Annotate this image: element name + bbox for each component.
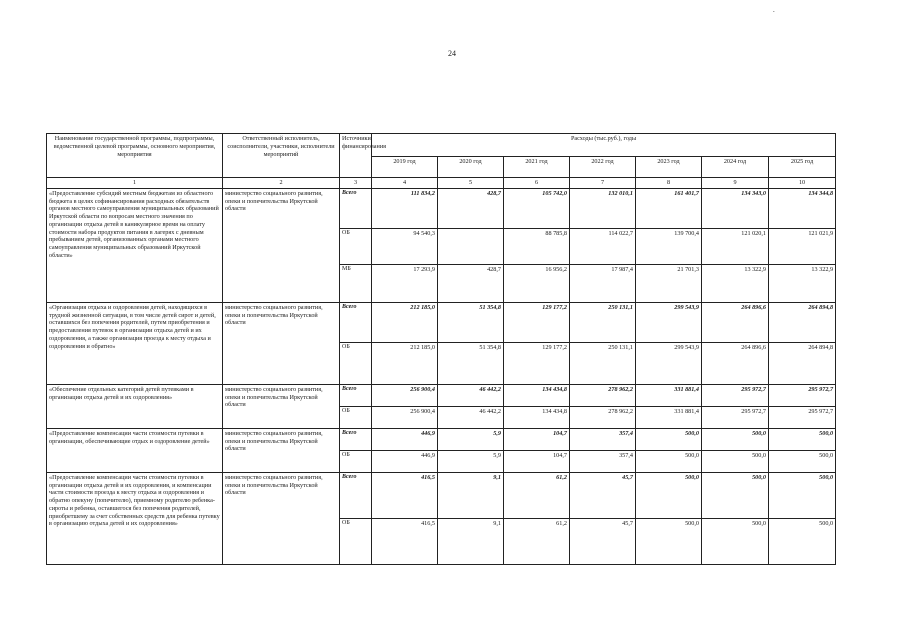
header-expenses: Расходы (тыс.руб.), годы [372, 134, 836, 157]
value-cell: 357,4 [570, 428, 636, 450]
value-cell: 500,0 [636, 428, 702, 450]
value-cell [438, 228, 504, 264]
column-index: 4 [372, 178, 438, 189]
value-cell: 264 894,8 [769, 342, 836, 384]
value-cell: 132 010,1 [570, 188, 636, 228]
value-cell: 264 894,8 [769, 302, 836, 342]
column-index: 2 [223, 178, 340, 189]
value-cell: 299 543,9 [636, 302, 702, 342]
value-cell: 250 131,1 [570, 302, 636, 342]
value-cell: 299 543,9 [636, 342, 702, 384]
value-cell: 134 344,8 [769, 188, 836, 228]
table-row [47, 472, 836, 518]
value-cell: 500,0 [702, 428, 769, 450]
value-cell: 500,0 [769, 472, 836, 518]
value-cell: 295 972,7 [702, 406, 769, 428]
value-cell: 295 972,7 [769, 406, 836, 428]
value-cell: 250 131,1 [570, 342, 636, 384]
value-cell: 500,0 [636, 518, 702, 564]
value-cell: 295 972,7 [769, 384, 836, 406]
column-index: 7 [570, 178, 636, 189]
page-number: 24 [448, 49, 456, 58]
value-cell: 500,0 [636, 450, 702, 472]
measure-executor: министерство социального развития, опеки и попечительства Иркутской области [223, 302, 340, 384]
source-label: Всего [340, 384, 372, 406]
value-cell: 46 442,2 [438, 406, 504, 428]
index-row [47, 178, 836, 189]
value-cell: 416,5 [372, 472, 438, 518]
value-cell: 161 401,7 [636, 188, 702, 228]
value-cell: 278 962,2 [570, 406, 636, 428]
value-cell: 500,0 [702, 450, 769, 472]
measure-executor: министерство социального развития, опеки и попечительства Иркутской области [223, 472, 340, 564]
value-cell: 94 540,3 [372, 228, 438, 264]
header-row [47, 134, 836, 157]
source-label: ОБ [340, 518, 372, 564]
measure-name: «Предоставление субсидий местным бюджетам из областного бюджета в целях софинансирования расходных обязательств органов местного самоуправления муниципальных образований Иркутской области по вопросам местного значения по организации отдыха детей в каникулярное время на оплату стоимости набора продуктов питания в лагерях с дневным пребыванием детей, организованных органами местного самоуправления муниципальных образований Иркутской области» [47, 188, 223, 302]
column-index: 6 [504, 178, 570, 189]
value-cell: 129 177,2 [504, 302, 570, 342]
value-cell: 416,5 [372, 518, 438, 564]
source-label: Всего [340, 188, 372, 228]
budget-table [46, 133, 836, 565]
header-year: 2023 год [636, 157, 702, 178]
corner-mark: . [773, 6, 775, 14]
value-cell: 139 700,4 [636, 228, 702, 264]
measure-name: «Предоставление компенсации части стоимости путевки в организации, обеспечивающие отдых и оздоровление детей» [47, 428, 223, 472]
header-executor: Ответственный исполнитель, соисполнители, участники, исполнители мероприятий [223, 134, 340, 178]
measure-name: «Предоставление компенсации части стоимости путевки в организации отдыха детей и их оздоровления, и компенсации части стоимости проезда к месту отдыха и оздоровления и обратно опекуну (попечителю), приемному родителю ребенка-сироты и ребенка, оставшегося без попечения родителей, приобретшему за счет собственных средств для ребенка путевку в организацию отдыха детей и их оздоровления» [47, 472, 223, 564]
measure-executor: министерство социального развития, опеки и попечительства Иркутской области [223, 428, 340, 472]
column-index: 5 [438, 178, 504, 189]
value-cell: 9,1 [438, 518, 504, 564]
value-cell: 134 434,8 [504, 406, 570, 428]
value-cell: 500,0 [636, 472, 702, 518]
value-cell: 5,9 [438, 450, 504, 472]
value-cell: 331 881,4 [636, 384, 702, 406]
value-cell: 45,7 [570, 518, 636, 564]
value-cell: 121 020,1 [702, 228, 769, 264]
column-index: 10 [769, 178, 836, 189]
value-cell: 105 742,0 [504, 188, 570, 228]
table-row [47, 384, 836, 406]
value-cell: 428,7 [438, 264, 504, 302]
value-cell: 51 354,8 [438, 302, 504, 342]
value-cell: 45,7 [570, 472, 636, 518]
value-cell: 51 354,8 [438, 342, 504, 384]
source-label: Всего [340, 302, 372, 342]
value-cell: 121 021,9 [769, 228, 836, 264]
value-cell: 13 322,9 [702, 264, 769, 302]
source-label: ОБ [340, 228, 372, 264]
column-index: 1 [47, 178, 223, 189]
value-cell: 500,0 [769, 450, 836, 472]
column-index: 8 [636, 178, 702, 189]
source-label: ОБ [340, 406, 372, 428]
value-cell: 134 434,8 [504, 384, 570, 406]
value-cell: 104,7 [504, 450, 570, 472]
measure-name: «Организация отдыха и оздоровления детей, находящихся в трудной жизненной ситуации, в том числе детей сирот и детей, оставшихся без попечения родителей, путем приобретения и предоставления путевок в организации отдыха детей и их оздоровления, а также организация проезда к месту отдыха и оздоровления и обратно» [47, 302, 223, 384]
value-cell: 17 987,4 [570, 264, 636, 302]
value-cell: 212 185,0 [372, 302, 438, 342]
header-year: 2022 год [570, 157, 636, 178]
value-cell: 21 701,3 [636, 264, 702, 302]
source-label: Всего [340, 428, 372, 450]
value-cell: 357,4 [570, 450, 636, 472]
source-label: Всего [340, 472, 372, 518]
table-row [47, 428, 836, 450]
column-index: 9 [702, 178, 769, 189]
header-year: 2025 год [769, 157, 836, 178]
table-row [47, 302, 836, 342]
value-cell: 212 185,0 [372, 342, 438, 384]
header-year: 2020 год [438, 157, 504, 178]
header-year: 2021 год [504, 157, 570, 178]
value-cell: 61,2 [504, 518, 570, 564]
value-cell: 5,9 [438, 428, 504, 450]
value-cell: 331 881,4 [636, 406, 702, 428]
header-year: 2019 год [372, 157, 438, 178]
value-cell: 104,7 [504, 428, 570, 450]
value-cell: 256 900,4 [372, 406, 438, 428]
table-row [47, 188, 836, 228]
value-cell: 16 956,2 [504, 264, 570, 302]
value-cell: 134 343,0 [702, 188, 769, 228]
value-cell: 446,9 [372, 450, 438, 472]
measure-executor: министерство социального развития, опеки и попечительства Иркутской области [223, 188, 340, 302]
value-cell: 88 785,8 [504, 228, 570, 264]
value-cell: 264 896,6 [702, 302, 769, 342]
value-cell: 264 896,6 [702, 342, 769, 384]
measure-executor: министерство социального развития, опеки и попечительства Иркутской области [223, 384, 340, 428]
source-label: МБ [340, 264, 372, 302]
column-index: 3 [340, 178, 372, 189]
value-cell: 500,0 [769, 518, 836, 564]
value-cell: 114 022,7 [570, 228, 636, 264]
header-year: 2024 год [702, 157, 769, 178]
header-source: Источники финансирования [340, 134, 372, 178]
value-cell: 295 972,7 [702, 384, 769, 406]
value-cell: 500,0 [769, 428, 836, 450]
value-cell: 129 177,2 [504, 342, 570, 384]
source-label: ОБ [340, 342, 372, 384]
value-cell: 500,0 [702, 472, 769, 518]
value-cell: 500,0 [702, 518, 769, 564]
value-cell: 428,7 [438, 188, 504, 228]
value-cell: 446,9 [372, 428, 438, 450]
header-name: Наименование государственной программы, подпрограммы, ведомственной целевой программы, основного мероприятия, мероприятия [47, 134, 223, 178]
value-cell: 46 442,2 [438, 384, 504, 406]
value-cell: 9,1 [438, 472, 504, 518]
value-cell: 17 293,9 [372, 264, 438, 302]
value-cell: 111 834,2 [372, 188, 438, 228]
value-cell: 256 900,4 [372, 384, 438, 406]
measure-name: «Обеспечение отдельных категорий детей путевками в организации отдыха детей и их оздоровления» [47, 384, 223, 428]
source-label: ОБ [340, 450, 372, 472]
value-cell: 61,2 [504, 472, 570, 518]
value-cell: 13 322,9 [769, 264, 836, 302]
value-cell: 278 962,2 [570, 384, 636, 406]
